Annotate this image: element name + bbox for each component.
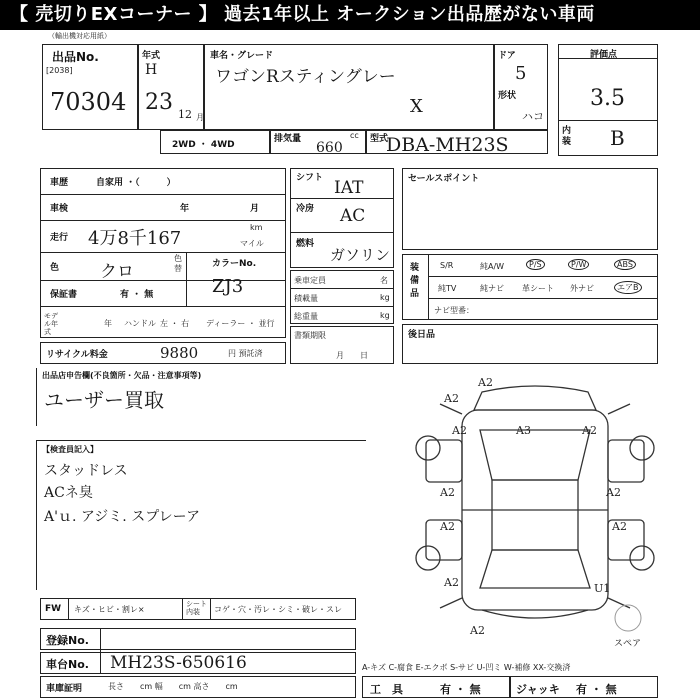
color-value: クロ <box>100 262 134 282</box>
chassis-label: 車台No. <box>46 658 89 671</box>
load-label: 積載量 <box>294 294 318 303</box>
damage-mark: A2 <box>478 376 493 389</box>
color-label: 色 <box>50 263 60 273</box>
damage-legend: A-キズ C-腐食 E-エクボ S-サビ U-凹ミ W-補修 XX-交換済 <box>362 663 571 672</box>
capacity-label: 乗車定員 <box>294 276 326 285</box>
damage-mark: A2 <box>612 520 627 533</box>
equip-ext-navi: 外ナビ <box>570 284 594 293</box>
lot-number: 70304 <box>50 88 127 116</box>
mile-unit: マイル <box>240 239 264 248</box>
equip-pw: P/W <box>568 259 589 270</box>
post-item-box <box>402 324 658 364</box>
shift-label: シフト <box>296 173 324 183</box>
inspector-header: 【検査員記入】 <box>42 445 98 454</box>
model-label: 車名・グレード <box>210 51 274 61</box>
tools-value: 有 ・ 無 <box>440 683 481 696</box>
lot-label: 出品No. <box>52 50 99 64</box>
disp-label: 排気量 <box>274 134 302 144</box>
type-label: 型式 <box>370 134 389 144</box>
damage-mark: U1 <box>594 582 611 595</box>
interior-value: B <box>610 126 625 150</box>
garage-cert-dimensions: 長さ cm 幅 cm 高さ cm <box>108 682 238 691</box>
disp-value: 660 <box>316 140 343 156</box>
warranty-label: 保証書 <box>50 290 78 300</box>
damage-mark: A2 <box>470 624 485 637</box>
color-change-label: 色替 <box>174 254 182 273</box>
inspection-label: 車検 <box>50 204 69 214</box>
type-code: DBA-MH23S <box>386 134 509 156</box>
year-label: 年式 <box>142 51 161 61</box>
door-label: ドア <box>498 51 516 61</box>
fw-label: FW <box>45 604 62 614</box>
color-no-label: カラーNo. <box>212 259 257 269</box>
inspection-year-unit: 年 <box>180 204 190 214</box>
equipment-label: 装備品 <box>410 263 420 299</box>
equip-tv: 純TV <box>438 284 457 293</box>
grade-value: X <box>410 96 423 117</box>
damage-mark: A3 <box>516 424 531 437</box>
warranty-value: 有 ・ 無 <box>120 290 154 300</box>
cooler-value: AC <box>340 206 366 226</box>
score-label: 評価点 <box>590 50 618 60</box>
tools-label: 工 具 <box>370 683 403 696</box>
expiry-month-day: 月 日 <box>336 351 368 360</box>
handle-value: 左 ・ 右 <box>160 319 190 328</box>
page-banner: 【 売切りEXコーナー 】 過去1年以上 オークション出品歴がない車両 <box>0 0 700 30</box>
damage-mark: A2 <box>582 424 597 437</box>
chassis-value: MH23S-650616 <box>110 653 247 673</box>
equip-navi: 純ナビ <box>480 284 504 293</box>
jack-value: 有 ・ 無 <box>576 683 617 696</box>
month-unit: 月 <box>196 113 204 122</box>
handle-label: ハンドル <box>124 319 156 328</box>
inspection-month-unit: 月 <box>250 204 260 214</box>
cooler-label: 冷房 <box>296 204 315 214</box>
recycle-value: 9880 <box>160 344 199 362</box>
sales-point-label: セールスポイント <box>408 174 480 184</box>
damage-mark: A2 <box>440 520 455 533</box>
shift-value: IAT <box>334 178 364 198</box>
recycle-unit: 円 預託済 <box>228 349 263 358</box>
damage-mark: A2 <box>444 392 459 405</box>
fuel-value: ガソリン <box>330 246 391 264</box>
garage-cert-label: 車庫証明 <box>46 684 83 694</box>
score-value: 3.5 <box>590 86 625 111</box>
damage-mark: A2 <box>452 424 467 437</box>
shape-value: ハコ <box>522 110 544 123</box>
car-damage-diagram <box>400 370 670 650</box>
fuel-label: 燃料 <box>296 239 315 249</box>
post-item-label: 後日品 <box>408 330 436 340</box>
door-value: 5 <box>515 63 527 84</box>
expiry-label: 書類期限 <box>294 331 326 340</box>
recycle-label: リサイクル料金 <box>46 350 108 360</box>
damage-mark: A2 <box>440 486 455 499</box>
spare-label: スペア <box>614 639 642 649</box>
ref-number: [2038] <box>46 66 73 75</box>
seat-items: コゲ・穴・汚レ・シミ・破レ・スレ <box>214 605 342 614</box>
navi-model-label: ナビ型番： <box>434 306 474 315</box>
model-year-unit: 年 <box>104 319 112 328</box>
capacity-unit: 名 <box>380 276 388 285</box>
reg-label: 登録No. <box>46 634 89 647</box>
dealer-label: ディーラー ・ 並行 <box>206 319 275 328</box>
spare-tire-icon <box>615 605 641 631</box>
gross-unit: kg <box>380 311 390 320</box>
history-label: 車歴 <box>50 178 69 188</box>
damage-mark: A2 <box>606 486 621 499</box>
fw-items: キズ・ヒビ・割レ× <box>74 605 145 614</box>
month-value: 12 <box>178 108 192 121</box>
mileage-value: 4万8千167 <box>88 228 182 249</box>
gross-label: 総重量 <box>294 312 318 321</box>
equip-ps: P/S <box>526 259 545 270</box>
color-no-value: ZJ3 <box>212 276 244 297</box>
equip-aw: 純A/W <box>480 262 505 271</box>
seat-label: シート内装 <box>186 600 207 616</box>
inspector-line-1: スタッドレス <box>44 463 128 479</box>
notes-value: ユーザー買取 <box>44 388 164 412</box>
jack-label: ジャッキ <box>516 683 560 696</box>
mileage-label: 走行 <box>50 233 69 243</box>
disp-unit: cc <box>350 131 359 140</box>
equip-airbag: エアB <box>614 281 642 294</box>
shape-label: 形状 <box>498 91 517 101</box>
notes-header: 出品店申告欄(不良箇所・欠品・注意事項等) <box>42 371 202 380</box>
km-unit: km <box>250 223 263 232</box>
inspector-line-2: ACネ臭 <box>44 485 93 501</box>
drive-label: 2WD ・ 4WD <box>172 140 235 150</box>
equip-abs: ABS <box>614 259 636 270</box>
damage-mark: A2 <box>444 576 459 589</box>
inspector-line-3: A'ｕ. アジミ. スプレーア <box>44 509 200 525</box>
interior-label: 内装 <box>562 126 572 147</box>
history-value: 自家用 ・（ ） <box>96 178 176 188</box>
model-name: ワゴンRスティングレー <box>215 67 396 87</box>
year-value: 23 <box>145 90 173 115</box>
equip-sr: S/R <box>440 261 454 270</box>
form-subtitle: （輸出機対応用紙） <box>48 32 111 40</box>
model-year-label: モデル年式 <box>44 312 58 336</box>
load-unit: kg <box>380 293 390 302</box>
era-value: H <box>145 62 158 78</box>
equip-leather: 革シート <box>522 284 554 293</box>
